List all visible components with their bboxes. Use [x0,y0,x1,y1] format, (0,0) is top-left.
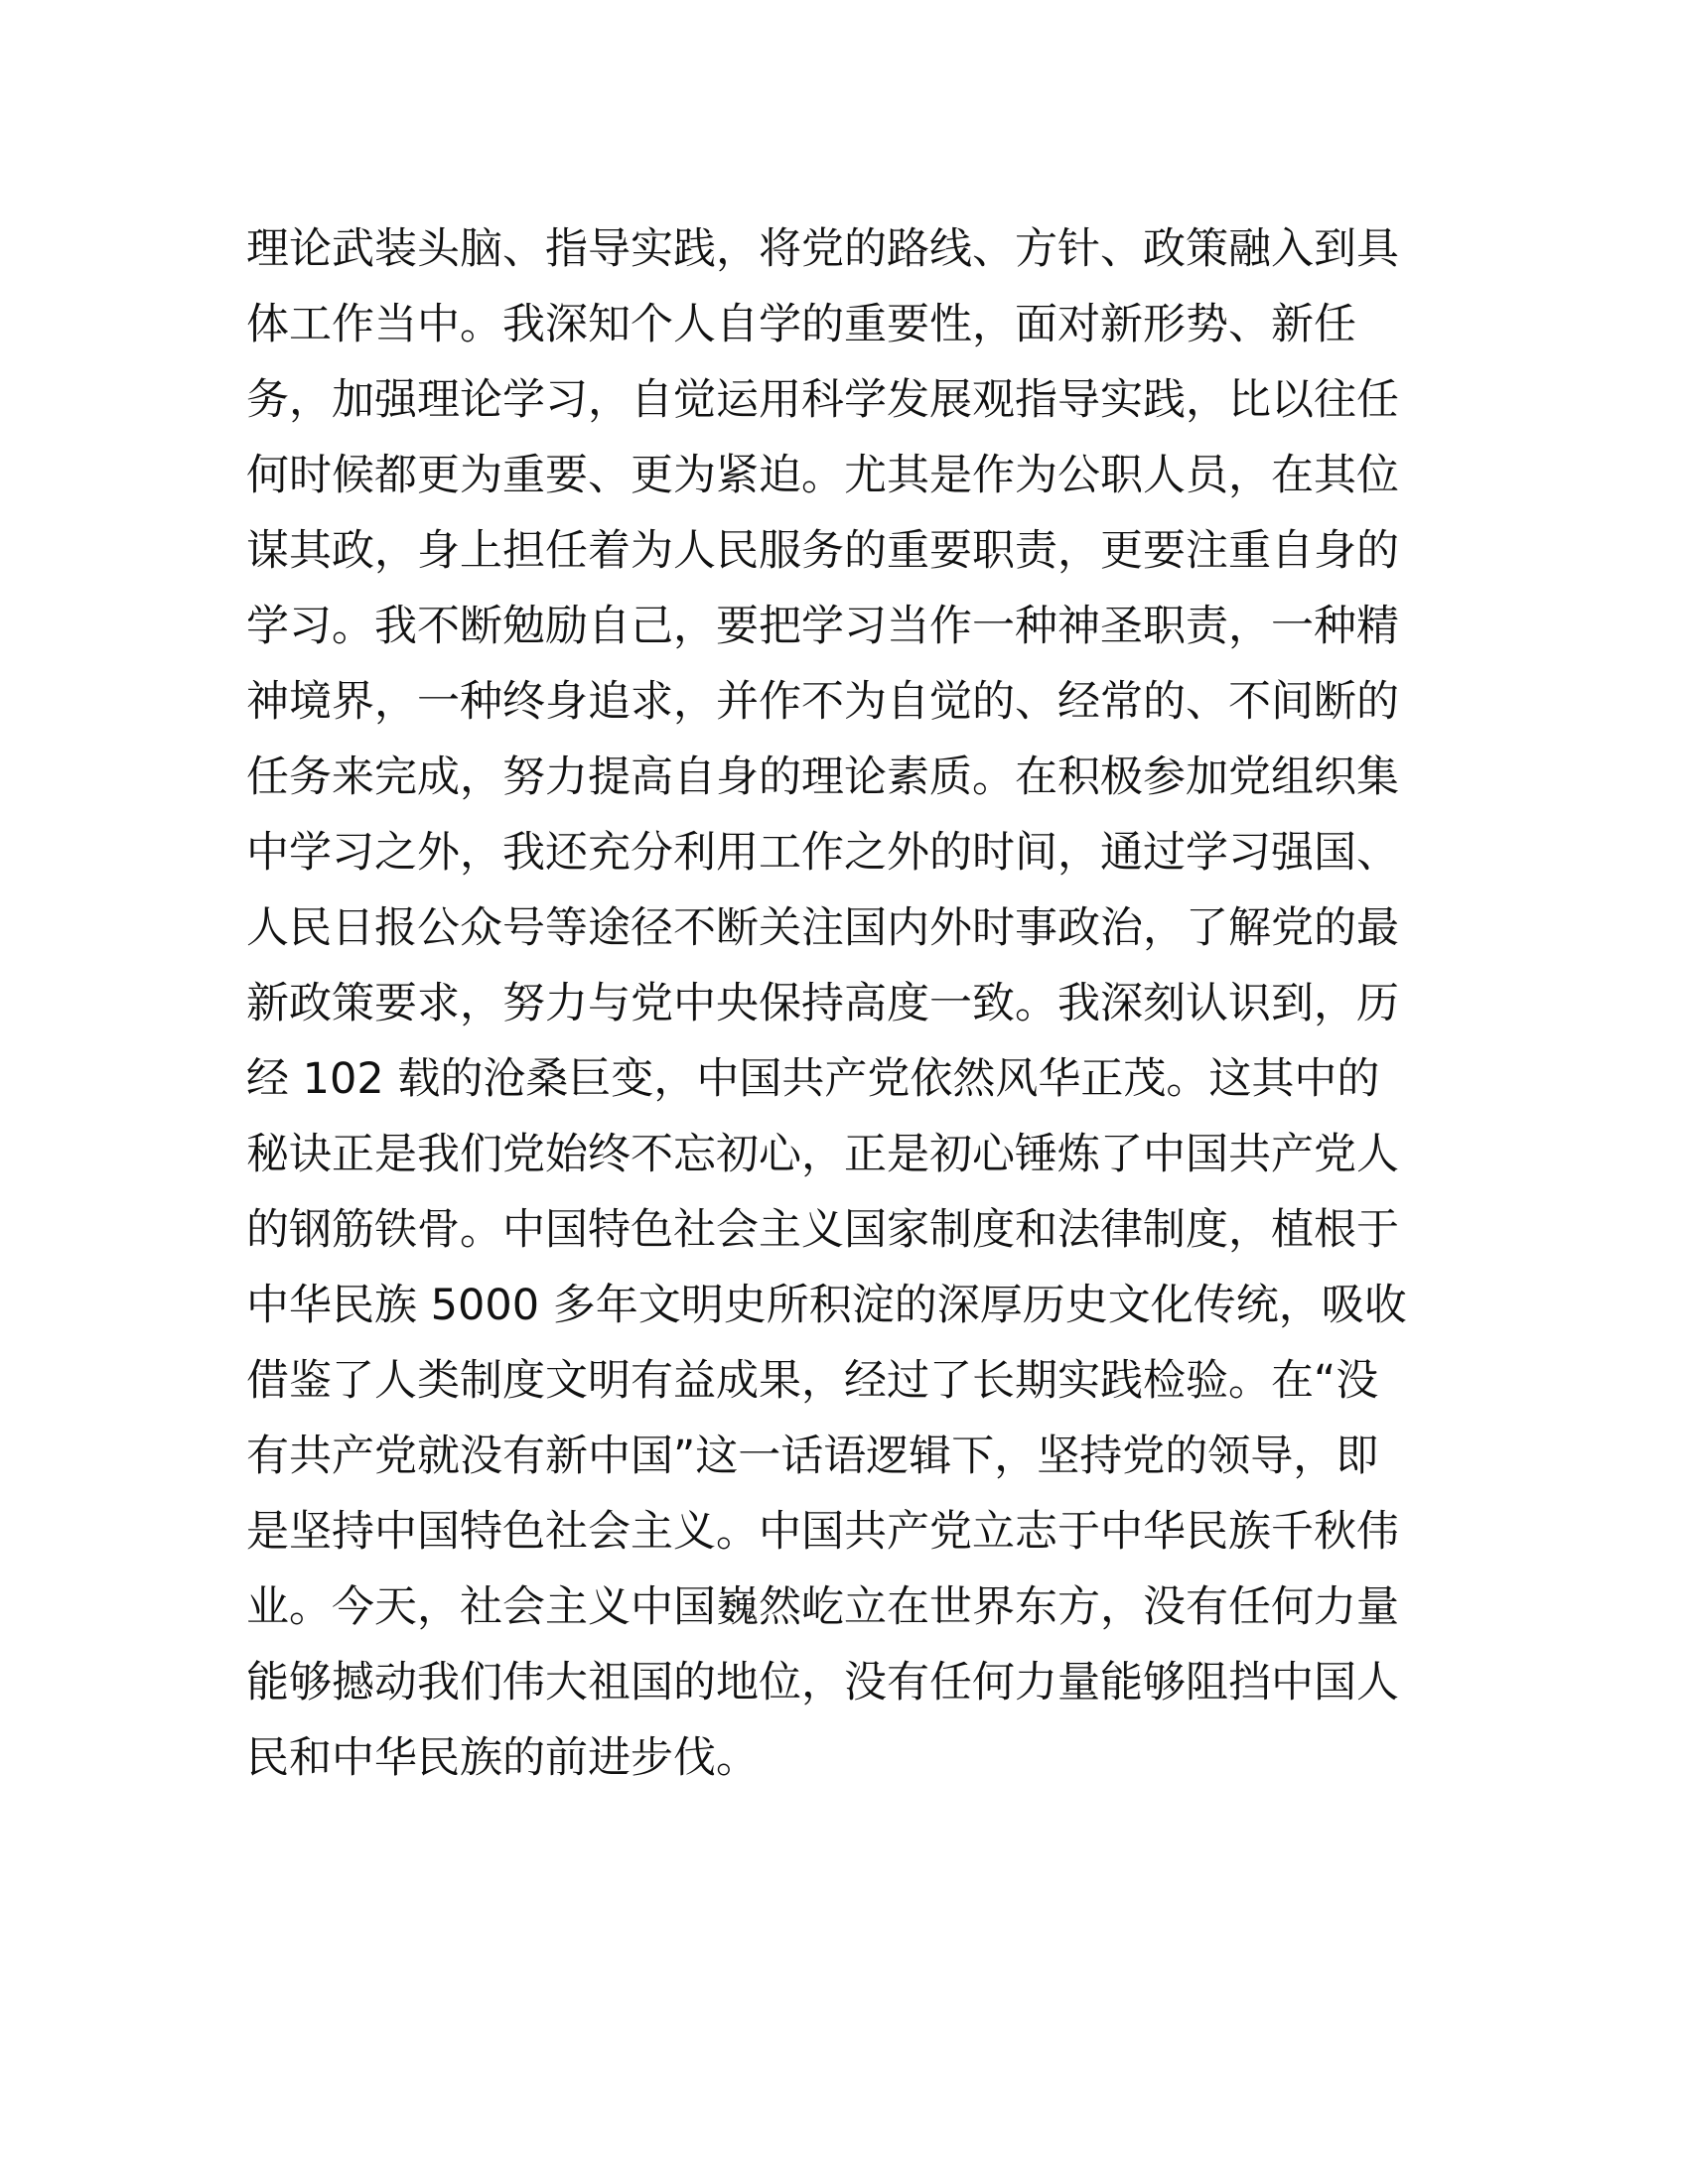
text-line: 中华民族 5000 多年文明史所积淀的深厚历史文化传统，吸收 [246,1281,1407,1330]
text-line: 神境界，一种终身追求，并作不为自觉的、经常的、不间断的 [246,677,1399,727]
text-line: 中学习之外，我还充分利用工作之外的时间，通过学习强国、 [246,828,1399,878]
text-line: 民和中华民族的前进步伐。 [246,1733,759,1783]
text-line: 任务来完成，努力提高自身的理论素质。在积极参加党组织集 [246,752,1399,802]
text-line: 是坚持中国特色社会主义。中国共产党立志于中华民族千秋伟 [246,1507,1399,1557]
text-line: 经 102 载的沧桑巨变，中国共产党依然风华正茂。这其中的 [246,1054,1380,1104]
body-paragraph [246,211,1448,1796]
text-line: 有共产党就没有新中国”这一话语逻辑下，坚持党的领导，即 [246,1432,1379,1481]
text-line: 的钢筋铁骨。中国特色社会主义国家制度和法律制度，植根于 [246,1205,1399,1255]
text-line: 新政策要求，努力与党中央保持高度一致。我深刻认识到，历 [246,979,1399,1028]
text-line: 人民日报公众号等途径不断关注国内外时事政治，了解党的最 [246,903,1399,953]
text-line: 秘诀正是我们党始终不忘初心，正是初心锤炼了中国共产党人 [246,1130,1399,1179]
text-line: 借鉴了人类制度文明有益成果，经过了长期实践检验。在“没 [246,1356,1379,1406]
text-line: 体工作当中。我深知个人自学的重要性，面对新形势、新任 [246,300,1356,349]
text-line: 学习。我不断勉励自己，要把学习当作一种神圣职责，一种精 [246,602,1399,651]
text-line: 务，加强理论学习，自觉运用科学发展观指导实践，比以往任 [246,375,1399,425]
text-line: 能够撼动我们伟大祖国的地位，没有任何力量能够阻挡中国人 [246,1658,1399,1707]
text-line: 业。今天，社会主义中国巍然屹立在世界东方，没有任何力量 [246,1582,1399,1632]
text-line: 何时候都更为重要、更为紧迫。尤其是作为公职人员，在其位 [246,451,1399,500]
text-line: 理论武装头脑、指导实践，将党的路线、方针、政策融入到具 [246,224,1399,274]
text-line: 谋其政，身上担任着为人民服务的重要职责，更要注重自身的 [246,526,1399,576]
